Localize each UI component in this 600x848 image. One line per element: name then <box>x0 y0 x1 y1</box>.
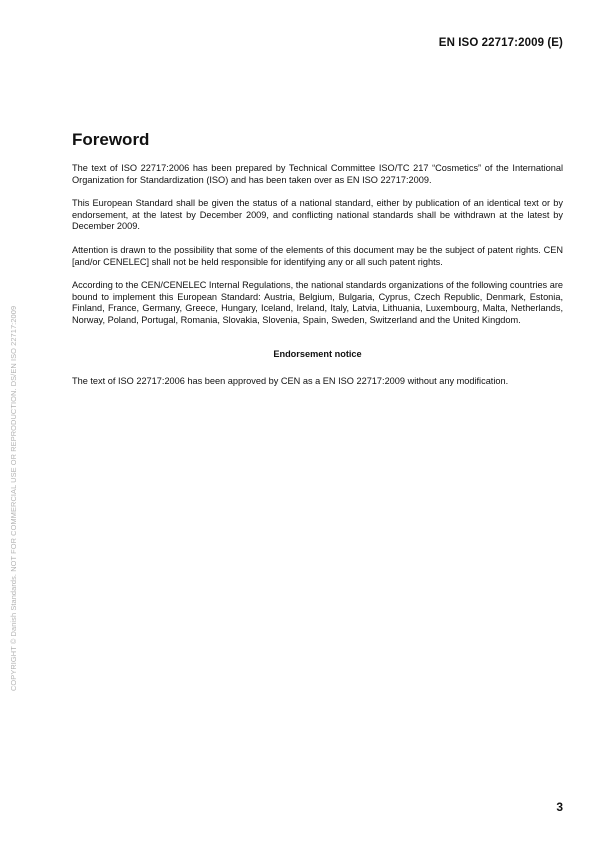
copyright-watermark-text: COPYRIGHT © Danish Standards. NOT FOR COMMERCIAL USE OR REPRODUCTION. DS/EN ISO 22717:2009 <box>9 305 18 691</box>
foreword-body <box>72 163 563 400</box>
paragraph-countries: According to the CEN/CENELEC Internal Regulations, the national standards organizations of the following countries are bound to implement this European Standard: Austria, Belgium, Bulgaria, Cyprus, Czech Republic, Denmark, Estonia, Finland, France, Germany, Greece, Hungary, Iceland, Ireland, Italy, Latvia, Lithuania, Luxembourg, Malta, Netherlands, Norway, Poland, Portugal, Romania, Slovakia, Slovenia, Spain, Sweden, Switzerland and the United Kingdom. <box>72 280 563 325</box>
page-title: Foreword <box>72 130 150 149</box>
document-code: EN ISO 22717:2009 (E) <box>438 37 563 49</box>
endorsement-text: The text of ISO 22717:2006 has been approved by CEN as a EN ISO 22717:2009 without any modification. <box>72 376 509 387</box>
paragraph-patent: Attention is drawn to the possibility that some of the elements of this document may be the subject of patent rights. CEN [and/or CENELEC] shall not be held responsible for identifying any or all such patent rights. <box>72 244 563 267</box>
endorsement-heading: Endorsement notice <box>273 348 362 359</box>
paragraph-origin: The text of ISO 22717:2006 has been prepared by Technical Committee ISO/TC 217 “Cosmetics” of the International Organization for Standardization (ISO) and has been taken over as EN ISO 22717:2009. <box>72 163 563 185</box>
page-number: 3 <box>556 800 563 814</box>
copyright-watermark <box>9 223 19 691</box>
paragraph-status: This European Standard shall be given the status of a national standard, either by publication of an identical text or by endorsement, at the latest by December 2009, and conflicting national standards shall be withdrawn at the latest by December 2009. <box>72 198 563 232</box>
